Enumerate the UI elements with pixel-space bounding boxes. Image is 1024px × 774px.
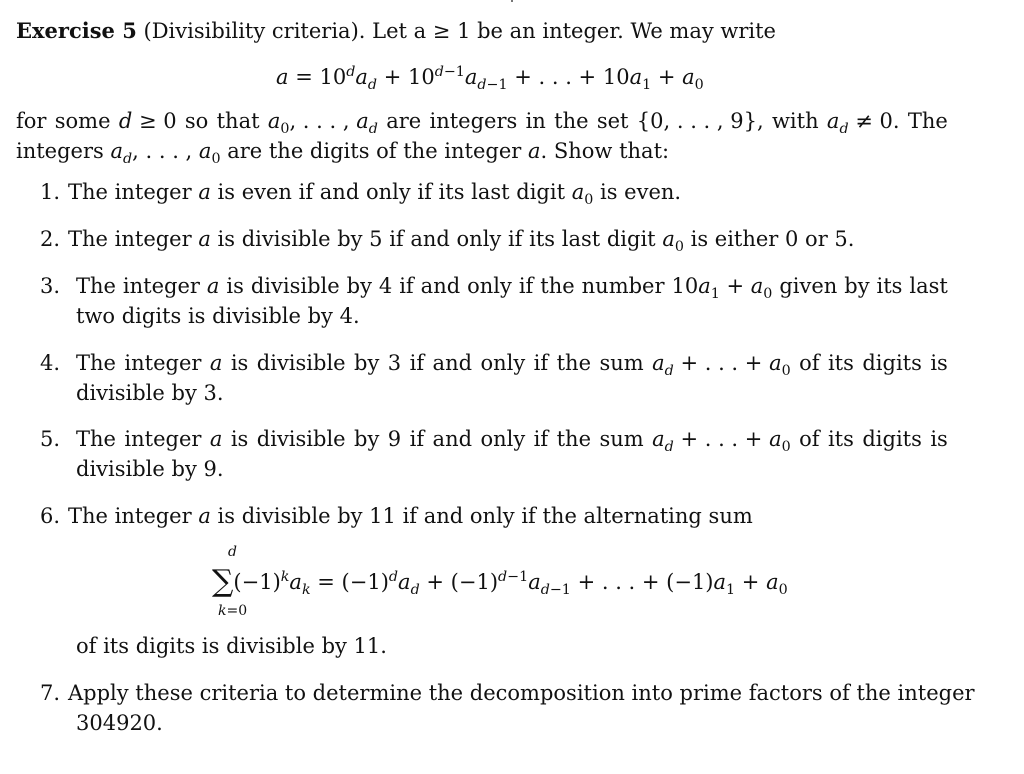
list-item-1: 1. The integer a is even if and only if its last digit $a_0$ is even. [39,180,682,209]
sum-lower-limit: k=0 [218,603,248,619]
list-item-6: 6. The integer a is divisible by 11 if and only if the alternating sum [39,504,753,528]
sigma-symbol: ∑ [212,564,234,599]
condition-line-2: integers $a_d$, . . . , $a_0$ are the digits of the integer a. Show that: [16,139,670,168]
list-item-3: 3. [39,274,60,298]
list-item-7: 7. Apply these criteria to determine the decomposition into prime factors of the integer [39,681,975,705]
sum-formula: $\sum(-1)^ka_k = (-1)^da_d + (-1)^{d-1}a_{d-1}$ + . . . + $(-1)a_1 + a_0$ [212,564,788,599]
exercise-heading: Exercise 5 [16,18,137,43]
list-item-5-line2: divisible by 9. [76,457,224,481]
list-item-4-line2: divisible by 3. [76,381,224,405]
exercise-intro [16,18,776,44]
exercise-title: (Divisibility criteria). [143,19,366,43]
exercise-intro-text: Let a ≥ 1 be an integer. We may write [372,19,776,43]
display-equation: $a = 10^da_d + 10^{d-1}a_{d-1}$ + . . . + $10a_1 + a_0$ [276,64,704,94]
list-item-7-line2: 304920. [76,711,163,735]
list-item-4-line1: The integer a is divisible by 3 if and only if the sum $a_d$ + . . . + $a_0$ of its digits is [76,351,948,380]
condition-line-1: for some d ≥ 0 so that $a_0$, . . . , $a_d$ are integers in the set {0, . . . , 9}, with $a_d \ne 0$. The [16,109,948,138]
item-6-tail: of its digits is divisible by 11. [76,634,387,658]
list-item-5-line1: The integer a is divisible by 9 if and only if the sum $a_d$ + . . . + $a_0$ of its digits is [76,427,948,456]
list-item-3-line2: two digits is divisible by 4. [76,304,360,328]
list-item-2: 2. The integer a is divisible by 5 if and only if its last digit $a_0$ is either 0 or 5. [39,227,855,256]
list-item-4: 4. [39,351,60,375]
list-item-5: 5. [39,427,60,451]
list-item-3-line1: The integer a is divisible by 4 if and only if the number $10a_1 + a_0$ given by its last [76,274,948,303]
top-mark [511,0,513,2]
sum-upper-limit: d [228,544,237,560]
